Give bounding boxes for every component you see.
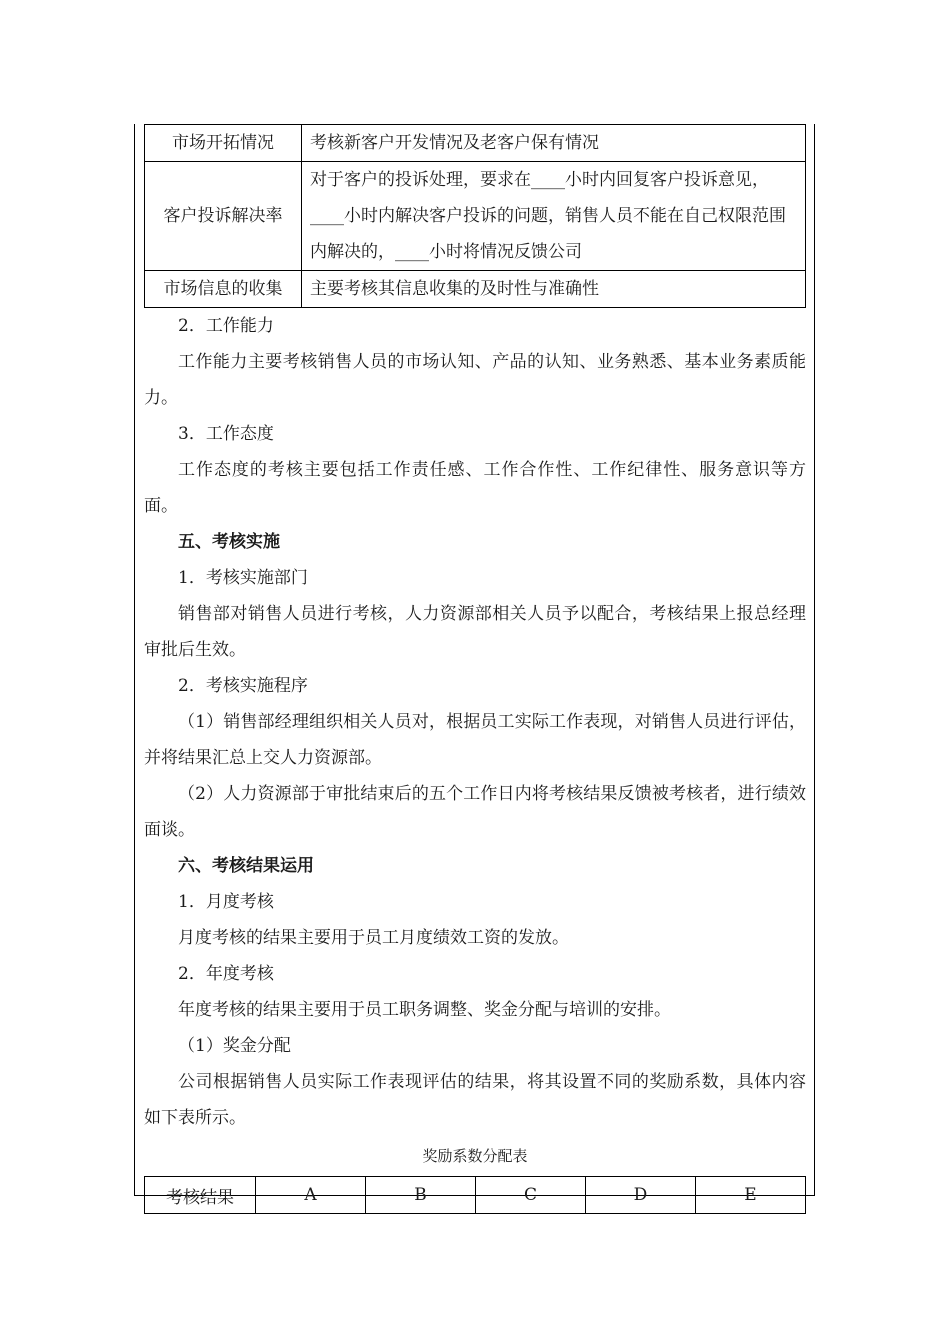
paragraph: 月度考核的结果主要用于员工月度绩效工资的发放。	[178, 928, 569, 948]
header-cell-result: 考核结果	[145, 1177, 256, 1214]
table-caption: 奖励系数分配表	[422, 1147, 528, 1165]
criteria-row	[145, 162, 806, 271]
criteria-row	[145, 125, 806, 162]
paragraph: 年度考核的结果主要用于员工职务调整、奖金分配与培训的安排。	[178, 1000, 671, 1020]
paragraph: 1．月度考核	[178, 892, 274, 912]
paragraph: （1）销售部经理组织相关人员对，根据员工实际工作表现，对销售人员进行评估，并将结果汇总上交人力资源部。	[144, 712, 806, 768]
criteria-name: 市场开拓情况	[145, 125, 302, 162]
paragraph: 2．工作能力	[178, 316, 274, 336]
header-cell-grade: B	[366, 1177, 476, 1214]
paragraph: 工作态度的考核主要包括工作责任感、工作合作性、工作纪律性、服务意识等方面。	[144, 460, 806, 516]
paragraph: 1．考核实施部门	[178, 568, 308, 588]
paragraph: 销售部对销售人员进行考核，人力资源部相关人员予以配合，考核结果上报总经理审批后生效。	[144, 604, 806, 660]
header-cell-grade: E	[696, 1177, 806, 1214]
reward-coefficient-table	[144, 1176, 806, 1214]
criteria-table	[144, 124, 806, 308]
reward-header-row	[145, 1177, 806, 1214]
document-content	[144, 124, 806, 1214]
header-cell-grade: A	[256, 1177, 366, 1214]
criteria-description: 主要考核其信息收集的及时性与准确性	[302, 271, 806, 308]
paragraph: （1）奖金分配	[178, 1036, 291, 1056]
criteria-description: 考核新客户开发情况及老客户保有情况	[302, 125, 806, 162]
criteria-name: 客户投诉解决率	[145, 162, 302, 271]
header-cell-grade: D	[586, 1177, 696, 1214]
body-text	[144, 308, 806, 1136]
section-heading: 五、考核实施	[178, 532, 280, 552]
paragraph: 3．工作态度	[178, 424, 274, 444]
paragraph: 公司根据销售人员实际工作表现评估的结果，将其设置不同的奖励系数，具体内容如下表所示。	[144, 1072, 806, 1128]
criteria-description: 对于客户的投诉处理，要求在____小时内回复客户投诉意见，____小时内解决客户投诉的问题，销售人员不能在自己权限范围内解决的，____小时将情况反馈公司	[302, 162, 806, 271]
section-heading: 六、考核结果运用	[178, 856, 314, 876]
header-cell-grade: C	[476, 1177, 586, 1214]
paragraph: （2）人力资源部于审批结束后的五个工作日内将考核结果反馈被考核者，进行绩效面谈。	[144, 784, 806, 840]
criteria-row	[145, 271, 806, 308]
paragraph: 工作能力主要考核销售人员的市场认知、产品的认知、业务熟悉、基本业务素质能力。	[144, 352, 806, 408]
paragraph: 2．考核实施程序	[178, 676, 308, 696]
criteria-name: 市场信息的收集	[145, 271, 302, 308]
paragraph: 2．年度考核	[178, 964, 274, 984]
